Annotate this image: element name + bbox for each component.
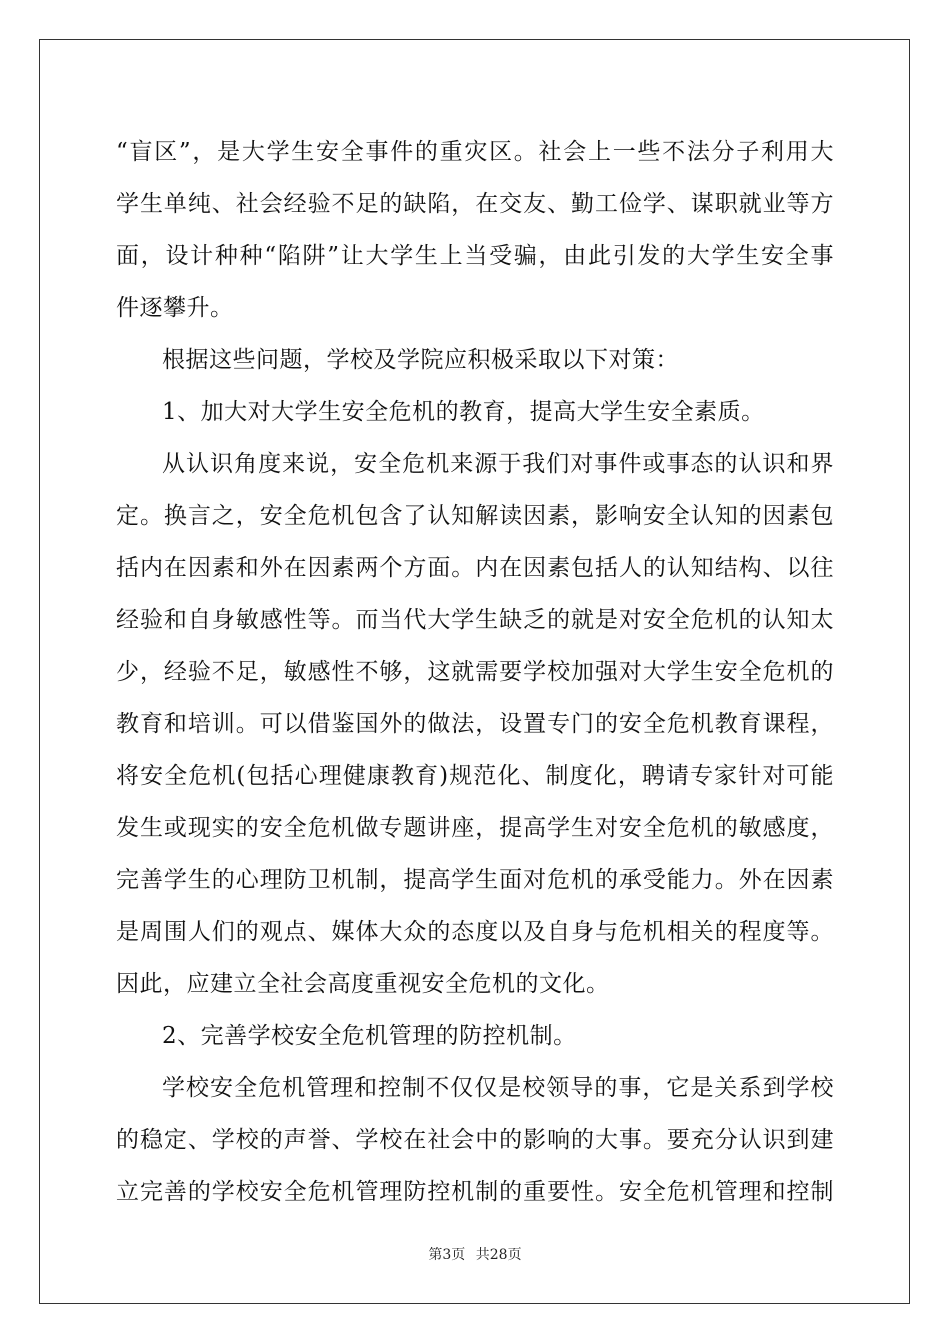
paragraph-4-line-5: 少，经验不足，敏感性不够，这就需要学校加强对大学生安全危机的 <box>116 659 834 685</box>
paragraph-4-line-1: 从认识角度来说，安全危机来源于我们对事件或事态的认识和界 <box>162 451 834 477</box>
paragraph-4-line-10: 是周围人们的观点、媒体大众的态度以及自身与危机相关的程度等。 <box>116 919 834 945</box>
section-heading-1: 1、加大对大学生安全危机的教育，提高大学生安全素质。 <box>162 399 765 425</box>
paragraph-6-line-3: 立完善的学校安全危机管理防控机制的重要性。安全危机管理和控制 <box>116 1179 834 1205</box>
paragraph-4-line-9: 完善学生的心理防卫机制，提高学生面对危机的承受能力。外在因素 <box>116 867 834 893</box>
document-body <box>116 126 834 1218</box>
paragraph-1-line-1: “盲区”，是大学生安全事件的重灾区。社会上一些不法分子利用大 <box>116 139 834 165</box>
paragraph-1-line-3: 面，设计种种“陷阱”让大学生上当受骗，由此引发的大学生安全事 <box>116 243 834 269</box>
paragraph-1-line-4: 件逐攀升。 <box>116 295 234 321</box>
paragraph-6-line-1: 学校安全危机管理和控制不仅仅是校领导的事，它是关系到学校 <box>162 1075 834 1101</box>
paragraph-6-line-2: 的稳定、学校的声誉、学校在社会中的影响的大事。要充分认识到建 <box>116 1127 834 1153</box>
total-pages: 共28页 <box>475 1247 522 1263</box>
section-heading-2: 2、完善学校安全危机管理的防控机制。 <box>162 1023 577 1049</box>
paragraph-1-line-2: 学生单纯、社会经验不足的缺陷，在交友、勤工俭学、谋职就业等方 <box>116 191 834 217</box>
paragraph-4-line-6: 教育和培训。可以借鉴国外的做法，设置专门的安全危机教育课程， <box>116 711 834 737</box>
paragraph-4-line-8: 发生或现实的安全危机做专题讲座，提高学生对安全危机的敏感度， <box>116 815 834 841</box>
paragraph-4-line-11: 因此，应建立全社会高度重视安全危机的文化。 <box>116 971 610 997</box>
paragraph-4-line-7: 将安全危机(包括心理健康教育)规范化、制度化，聘请专家针对可能 <box>116 763 834 789</box>
paragraph-4-line-3: 括内在因素和外在因素两个方面。内在因素包括人的认知结构、以往 <box>116 555 834 581</box>
paragraph-4-line-4: 经验和自身敏感性等。而当代大学生缺乏的就是对安全危机的认知太 <box>116 607 834 633</box>
paragraph-4-line-2: 定。换言之，安全危机包含了认知解读因素，影响安全认知的因素包 <box>116 503 834 529</box>
page-number: 第3页 <box>428 1247 466 1263</box>
page-footer <box>0 1244 950 1264</box>
paragraph-2-line-1: 根据这些问题，学校及学院应积极采取以下对策： <box>162 347 679 373</box>
